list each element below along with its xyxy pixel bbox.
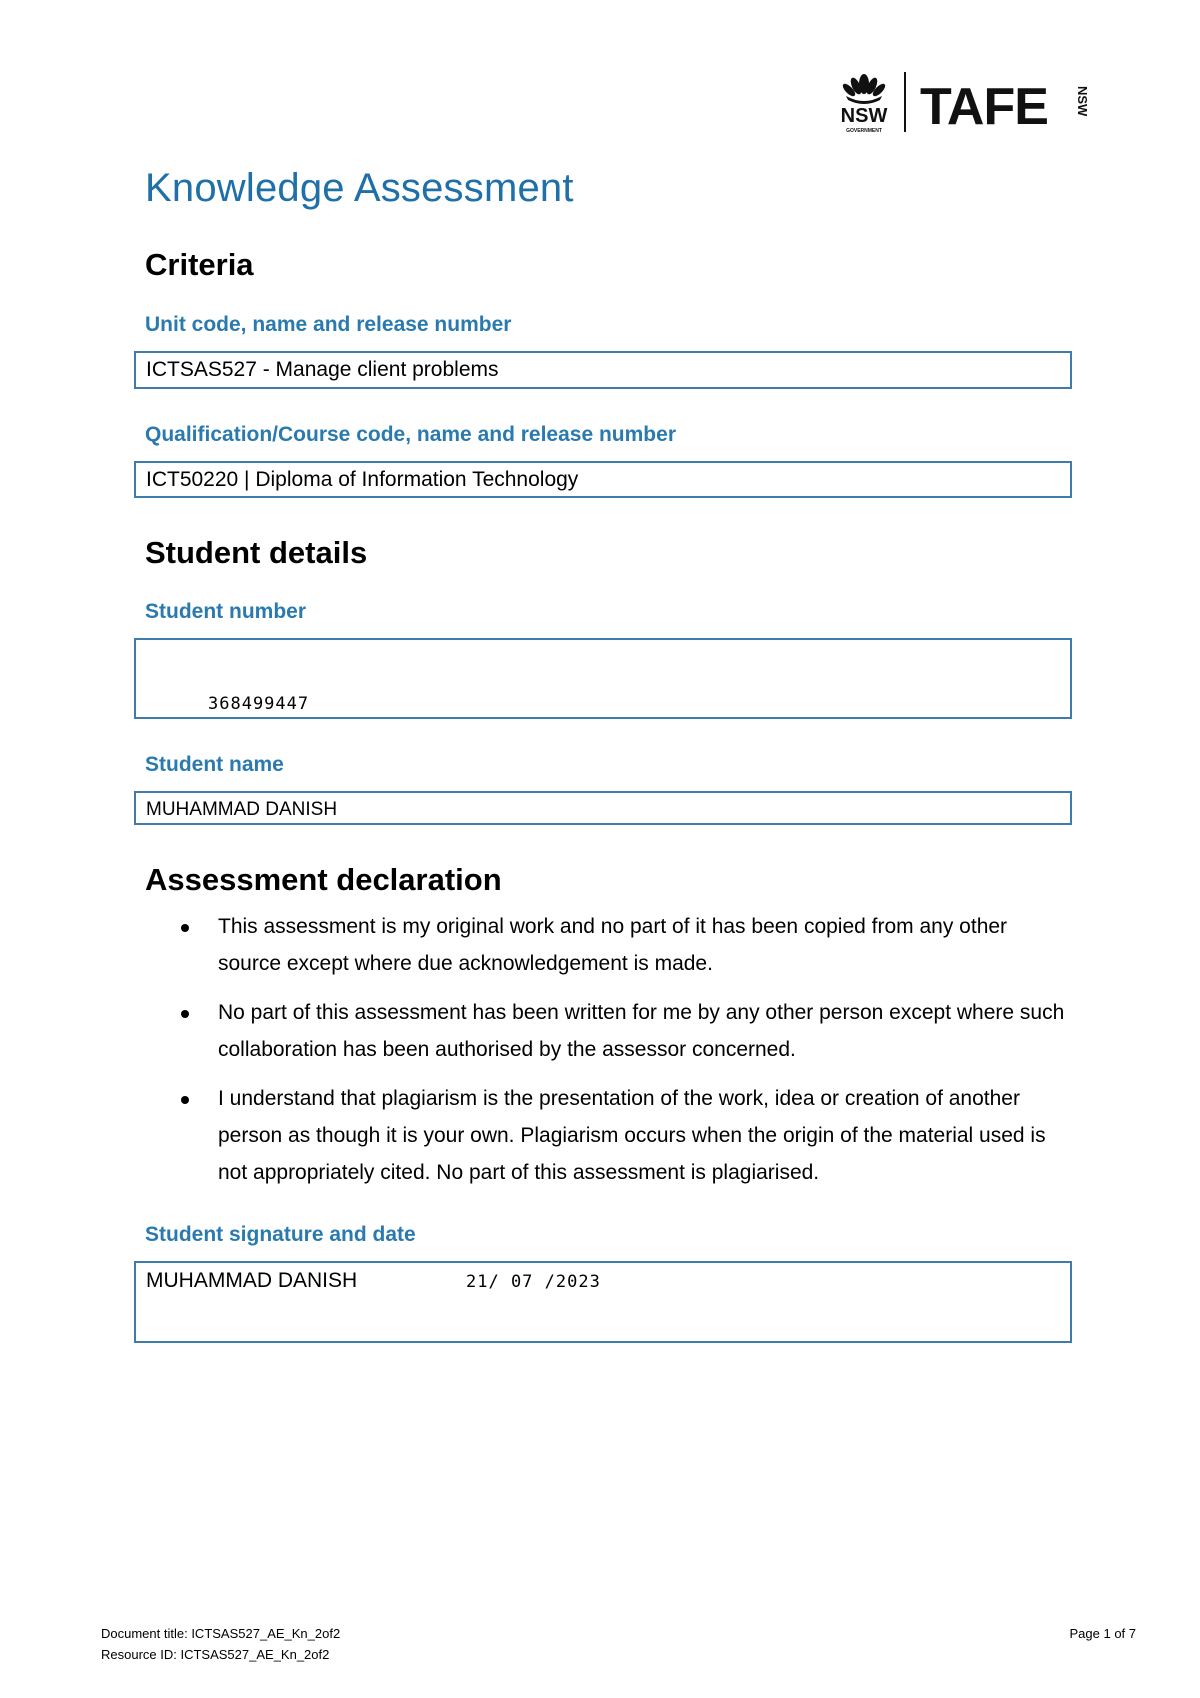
bullet-icon (181, 924, 189, 932)
declaration-text: No part of this assessment has been written for me by any other person except where such collaboration has been authorised by the assessor concerned. (218, 1001, 1065, 1061)
footer-page-number: Page 1 of 7 (1069, 1626, 1136, 1641)
declaration-item (145, 994, 1075, 1068)
declaration-item (145, 1080, 1075, 1191)
declaration-text: This assessment is my original work and no part of it has been copied from any other source except where due acknowledgement is made. (218, 915, 1008, 975)
logo-tafe-suffix: NSW (1075, 86, 1090, 117)
student-name-value: MUHAMMAD DANISH (146, 799, 338, 820)
unit-label: Unit code, name and release number (145, 313, 512, 336)
logo-government-text: GOVERNMENT (846, 128, 882, 134)
bullet-icon (181, 1096, 189, 1104)
student-number-value: 368499447 (208, 694, 310, 714)
student-name-field[interactable] (134, 791, 1072, 825)
logo-graphic (832, 66, 1092, 138)
unit-field[interactable] (134, 351, 1072, 389)
footer-resource-id: Resource ID: ICTSAS527_AE_Kn_2of2 (101, 1647, 330, 1662)
qualification-value: ICT50220 | Diploma of Information Technology (146, 468, 579, 491)
logo-tafe-text: TAFE (920, 78, 1048, 136)
criteria-heading: Criteria (145, 247, 254, 282)
student-number-field[interactable] (134, 638, 1072, 719)
logo-nsw-text: NSW (840, 105, 888, 127)
signature-label: Student signature and date (145, 1223, 416, 1246)
declaration-list (145, 908, 1075, 1203)
qualification-label: Qualification/Course code, name and release number (145, 423, 676, 446)
signature-date: 21/ 07 /2023 (466, 1272, 601, 1292)
student-number-label: Student number (145, 600, 306, 623)
declaration-item (145, 908, 1075, 982)
unit-value: ICTSAS527 - Manage client problems (146, 358, 499, 381)
declaration-text: I understand that plagiarism is the presentation of the work, idea or creation of another person as though it is your own. Plagiarism occurs when the origin of the material used is not appropriately cited. No part of this assessment is plagiarised. (218, 1087, 1046, 1184)
declaration-heading: Assessment declaration (145, 862, 502, 897)
bullet-icon (181, 1010, 189, 1018)
student-name-label: Student name (145, 753, 284, 776)
page-title: Knowledge Assessment (145, 166, 574, 210)
nsw-tafe-logo (832, 66, 1092, 138)
qualification-field[interactable] (134, 461, 1072, 498)
signature-name: MUHAMMAD DANISH (146, 1269, 358, 1292)
footer-document-title: Document title: ICTSAS527_AE_Kn_2of2 (101, 1626, 341, 1641)
signature-field[interactable] (134, 1261, 1072, 1343)
student-details-heading: Student details (145, 535, 368, 570)
